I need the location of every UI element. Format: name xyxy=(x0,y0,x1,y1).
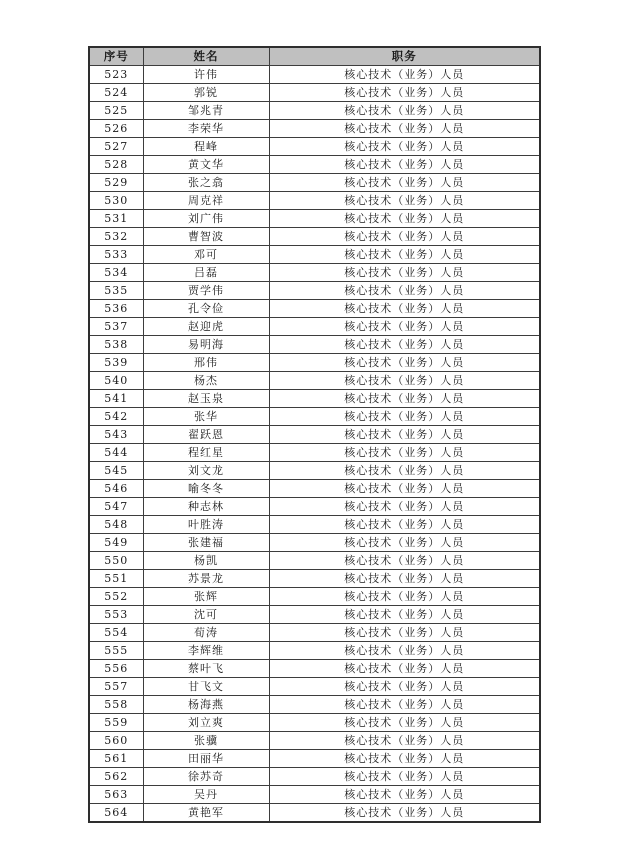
table-row xyxy=(89,282,540,300)
no-cell: 546 xyxy=(89,480,143,498)
title-cell: 核心技术（业务）人员 xyxy=(269,786,540,804)
no-cell: 552 xyxy=(89,588,143,606)
table-row xyxy=(89,264,540,282)
no-cell: 563 xyxy=(89,786,143,804)
title-cell: 核心技术（业务）人员 xyxy=(269,624,540,642)
table-row xyxy=(89,750,540,768)
table-body xyxy=(89,66,540,823)
title-cell: 核心技术（业务）人员 xyxy=(269,426,540,444)
name-cell: 荀涛 xyxy=(143,624,269,642)
name-cell: 杨凯 xyxy=(143,552,269,570)
title-cell: 核心技术（业务）人员 xyxy=(269,210,540,228)
no-cell: 561 xyxy=(89,750,143,768)
title-cell: 核心技术（业务）人员 xyxy=(269,678,540,696)
name-cell: 叶胜涛 xyxy=(143,516,269,534)
title-cell: 核心技术（业务）人员 xyxy=(269,534,540,552)
no-cell: 535 xyxy=(89,282,143,300)
name-cell: 邢伟 xyxy=(143,354,269,372)
name-cell: 邹兆青 xyxy=(143,102,269,120)
table-row xyxy=(89,786,540,804)
name-cell: 程峰 xyxy=(143,138,269,156)
table-row xyxy=(89,84,540,102)
title-cell: 核心技术（业务）人员 xyxy=(269,660,540,678)
title-cell: 核心技术（业务）人员 xyxy=(269,642,540,660)
table-row xyxy=(89,624,540,642)
title-cell: 核心技术（业务）人员 xyxy=(269,336,540,354)
name-cell: 苏景龙 xyxy=(143,570,269,588)
name-cell: 周克祥 xyxy=(143,192,269,210)
name-cell: 吴丹 xyxy=(143,786,269,804)
table-row xyxy=(89,336,540,354)
title-cell: 核心技术（业务）人员 xyxy=(269,174,540,192)
no-cell: 523 xyxy=(89,66,143,84)
table-row xyxy=(89,210,540,228)
title-cell: 核心技术（业务）人员 xyxy=(269,516,540,534)
no-cell: 555 xyxy=(89,642,143,660)
table-row xyxy=(89,768,540,786)
title-cell: 核心技术（业务）人员 xyxy=(269,714,540,732)
name-cell: 吕磊 xyxy=(143,264,269,282)
table-row xyxy=(89,138,540,156)
title-cell: 核心技术（业务）人员 xyxy=(269,192,540,210)
title-cell: 核心技术（业务）人员 xyxy=(269,444,540,462)
no-cell: 537 xyxy=(89,318,143,336)
table-row xyxy=(89,192,540,210)
title-cell: 核心技术（业务）人员 xyxy=(269,750,540,768)
name-cell: 赵玉泉 xyxy=(143,390,269,408)
no-cell: 527 xyxy=(89,138,143,156)
table-row xyxy=(89,300,540,318)
table-row xyxy=(89,804,540,823)
title-cell: 核心技术（业务）人员 xyxy=(269,408,540,426)
table-row xyxy=(89,678,540,696)
no-cell: 539 xyxy=(89,354,143,372)
title-cell: 核心技术（业务）人员 xyxy=(269,588,540,606)
header-cell-title: 职务 xyxy=(269,47,540,66)
table-row xyxy=(89,246,540,264)
no-cell: 540 xyxy=(89,372,143,390)
no-cell: 529 xyxy=(89,174,143,192)
table-row xyxy=(89,390,540,408)
no-cell: 533 xyxy=(89,246,143,264)
name-cell: 甘飞文 xyxy=(143,678,269,696)
table-header xyxy=(89,47,540,66)
name-cell: 程红星 xyxy=(143,444,269,462)
name-cell: 曹智波 xyxy=(143,228,269,246)
no-cell: 564 xyxy=(89,804,143,823)
name-cell: 田丽华 xyxy=(143,750,269,768)
header-row xyxy=(89,47,540,66)
title-cell: 核心技术（业务）人员 xyxy=(269,138,540,156)
no-cell: 541 xyxy=(89,390,143,408)
title-cell: 核心技术（业务）人员 xyxy=(269,246,540,264)
header-cell-no: 序号 xyxy=(89,47,143,66)
no-cell: 534 xyxy=(89,264,143,282)
no-cell: 532 xyxy=(89,228,143,246)
no-cell: 543 xyxy=(89,426,143,444)
no-cell: 538 xyxy=(89,336,143,354)
table-row xyxy=(89,318,540,336)
name-cell: 张辉 xyxy=(143,588,269,606)
title-cell: 核心技术（业务）人员 xyxy=(269,318,540,336)
name-cell: 杨海燕 xyxy=(143,696,269,714)
name-cell: 李荣华 xyxy=(143,120,269,138)
name-cell: 刘广伟 xyxy=(143,210,269,228)
table-row xyxy=(89,174,540,192)
personnel-table xyxy=(88,46,541,823)
title-cell: 核心技术（业务）人员 xyxy=(269,66,540,84)
title-cell: 核心技术（业务）人员 xyxy=(269,390,540,408)
title-cell: 核心技术（业务）人员 xyxy=(269,732,540,750)
title-cell: 核心技术（业务）人员 xyxy=(269,552,540,570)
no-cell: 558 xyxy=(89,696,143,714)
name-cell: 郭锐 xyxy=(143,84,269,102)
no-cell: 554 xyxy=(89,624,143,642)
name-cell: 李辉维 xyxy=(143,642,269,660)
table-row xyxy=(89,516,540,534)
name-cell: 黄文华 xyxy=(143,156,269,174)
name-cell: 徐苏奇 xyxy=(143,768,269,786)
title-cell: 核心技术（业务）人员 xyxy=(269,372,540,390)
title-cell: 核心技术（业务）人员 xyxy=(269,606,540,624)
name-cell: 蔡叶飞 xyxy=(143,660,269,678)
no-cell: 525 xyxy=(89,102,143,120)
no-cell: 556 xyxy=(89,660,143,678)
table-row xyxy=(89,372,540,390)
title-cell: 核心技术（业务）人员 xyxy=(269,768,540,786)
no-cell: 530 xyxy=(89,192,143,210)
no-cell: 526 xyxy=(89,120,143,138)
name-cell: 张骥 xyxy=(143,732,269,750)
table-row xyxy=(89,426,540,444)
no-cell: 536 xyxy=(89,300,143,318)
name-cell: 沈可 xyxy=(143,606,269,624)
table-row xyxy=(89,606,540,624)
no-cell: 548 xyxy=(89,516,143,534)
table-row xyxy=(89,570,540,588)
name-cell: 喻冬冬 xyxy=(143,480,269,498)
no-cell: 560 xyxy=(89,732,143,750)
name-cell: 张华 xyxy=(143,408,269,426)
name-cell: 孔令俭 xyxy=(143,300,269,318)
title-cell: 核心技术（业务）人员 xyxy=(269,300,540,318)
name-cell: 贾学伟 xyxy=(143,282,269,300)
title-cell: 核心技术（业务）人员 xyxy=(269,264,540,282)
title-cell: 核心技术（业务）人员 xyxy=(269,120,540,138)
table-row xyxy=(89,642,540,660)
title-cell: 核心技术（业务）人员 xyxy=(269,282,540,300)
title-cell: 核心技术（业务）人员 xyxy=(269,156,540,174)
name-cell: 许伟 xyxy=(143,66,269,84)
table-row xyxy=(89,588,540,606)
name-cell: 刘立爽 xyxy=(143,714,269,732)
header-cell-name: 姓名 xyxy=(143,47,269,66)
table-row xyxy=(89,408,540,426)
name-cell: 种志林 xyxy=(143,498,269,516)
table-row xyxy=(89,696,540,714)
name-cell: 黄艳军 xyxy=(143,804,269,823)
name-cell: 张之翕 xyxy=(143,174,269,192)
title-cell: 核心技术（业务）人员 xyxy=(269,354,540,372)
table-row xyxy=(89,714,540,732)
table-row xyxy=(89,120,540,138)
title-cell: 核心技术（业务）人员 xyxy=(269,804,540,823)
table-row xyxy=(89,732,540,750)
table-row xyxy=(89,354,540,372)
table-row xyxy=(89,156,540,174)
name-cell: 张建福 xyxy=(143,534,269,552)
no-cell: 544 xyxy=(89,444,143,462)
no-cell: 549 xyxy=(89,534,143,552)
table-row xyxy=(89,534,540,552)
table-row xyxy=(89,552,540,570)
name-cell: 易明海 xyxy=(143,336,269,354)
title-cell: 核心技术（业务）人员 xyxy=(269,498,540,516)
table-row xyxy=(89,228,540,246)
title-cell: 核心技术（业务）人员 xyxy=(269,102,540,120)
table-row xyxy=(89,102,540,120)
no-cell: 559 xyxy=(89,714,143,732)
title-cell: 核心技术（业务）人员 xyxy=(269,84,540,102)
name-cell: 翟跃恩 xyxy=(143,426,269,444)
title-cell: 核心技术（业务）人员 xyxy=(269,570,540,588)
no-cell: 562 xyxy=(89,768,143,786)
table-row xyxy=(89,480,540,498)
title-cell: 核心技术（业务）人员 xyxy=(269,228,540,246)
no-cell: 524 xyxy=(89,84,143,102)
no-cell: 528 xyxy=(89,156,143,174)
no-cell: 557 xyxy=(89,678,143,696)
name-cell: 杨杰 xyxy=(143,372,269,390)
name-cell: 刘文龙 xyxy=(143,462,269,480)
no-cell: 553 xyxy=(89,606,143,624)
title-cell: 核心技术（业务）人员 xyxy=(269,480,540,498)
name-cell: 邓可 xyxy=(143,246,269,264)
table-row xyxy=(89,660,540,678)
no-cell: 551 xyxy=(89,570,143,588)
title-cell: 核心技术（业务）人员 xyxy=(269,696,540,714)
no-cell: 531 xyxy=(89,210,143,228)
no-cell: 545 xyxy=(89,462,143,480)
table-row xyxy=(89,444,540,462)
name-cell: 赵迎虎 xyxy=(143,318,269,336)
table-row xyxy=(89,498,540,516)
table-row xyxy=(89,462,540,480)
no-cell: 542 xyxy=(89,408,143,426)
table-row xyxy=(89,66,540,84)
no-cell: 550 xyxy=(89,552,143,570)
title-cell: 核心技术（业务）人员 xyxy=(269,462,540,480)
no-cell: 547 xyxy=(89,498,143,516)
